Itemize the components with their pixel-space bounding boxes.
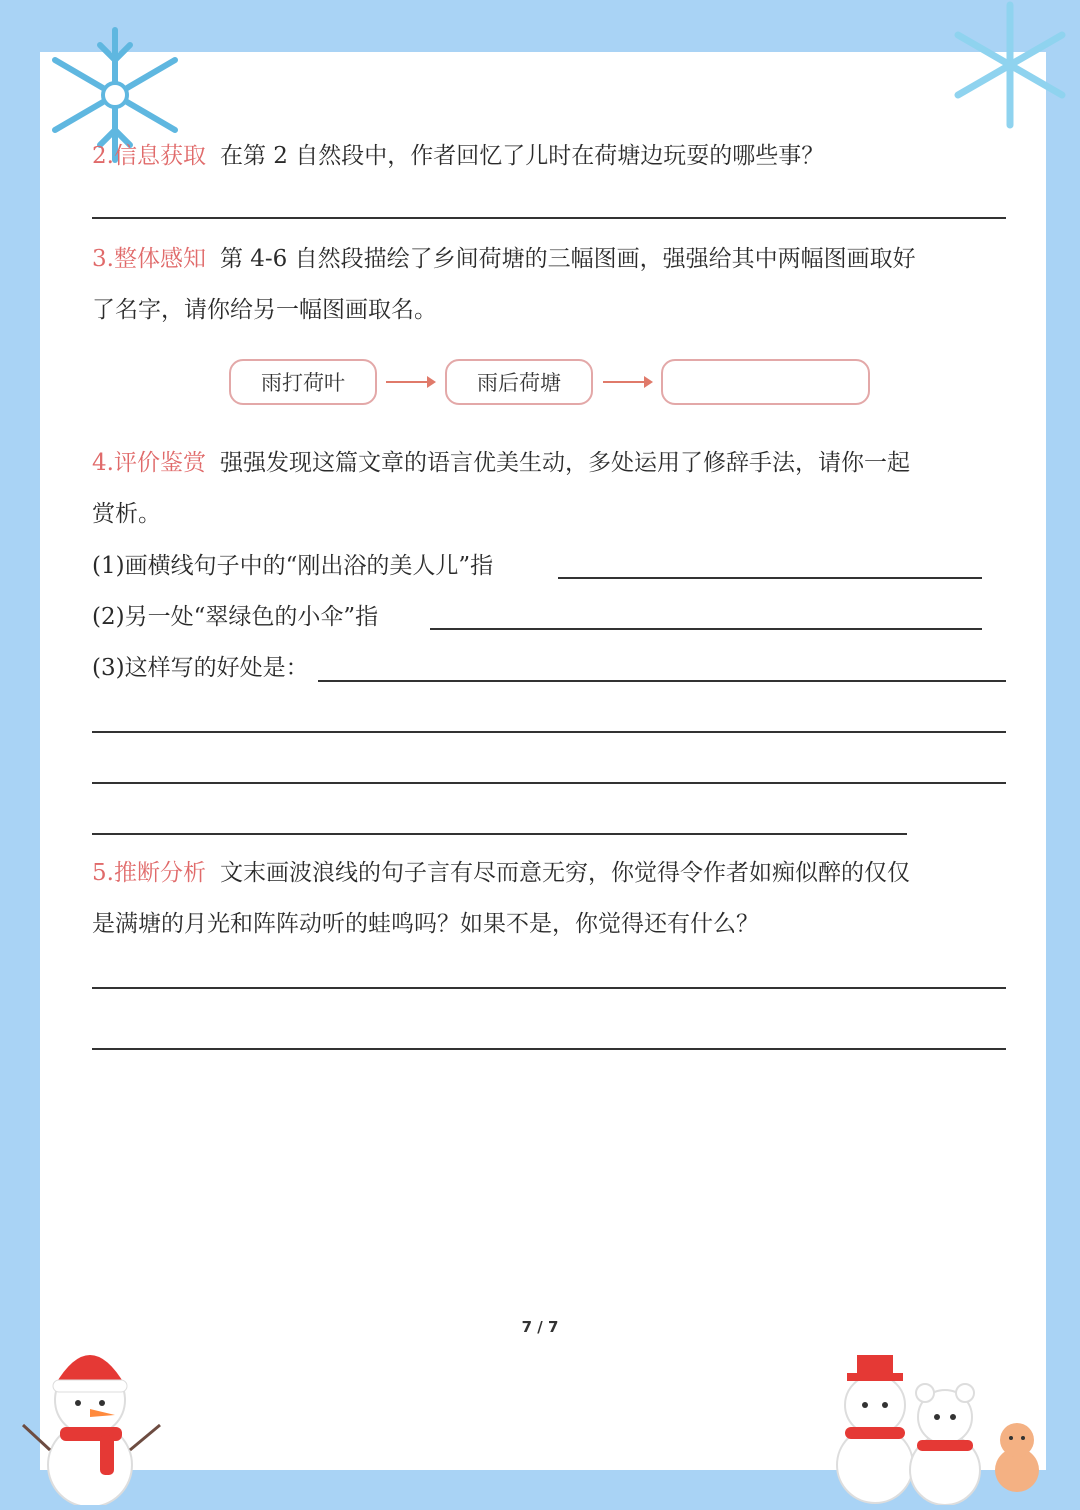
answer-line[interactable]: [430, 628, 982, 630]
question-5-line2: 是满塘的月光和阵阵动听的蛙鸣吗？如果不是，你觉得还有什么？: [92, 911, 759, 937]
page-number: 7 / 7: [521, 1318, 559, 1336]
question-tag: 推断分析: [113, 860, 206, 886]
question-4-line2: 赏析。: [92, 501, 161, 527]
question-3: [92, 244, 916, 274]
question-text: 第 4-6 自然段描绘了乡间荷塘的三幅图画，强强给其中两幅图画取好: [219, 246, 916, 272]
question-tag: 整体感知: [113, 246, 206, 272]
question-3-line2: 了名字，请你给另一幅图画取名。: [92, 297, 437, 323]
snowflake-icon: [950, 0, 1070, 130]
sub-question-3: (3)这样写的好处是：: [92, 655, 309, 681]
question-text: 在第 2 自然段中，作者回忆了儿时在荷塘边玩耍的哪些事？: [219, 143, 825, 169]
question-tag: 信息获取: [113, 143, 206, 169]
picture-title-box-2: 雨后荷塘: [445, 359, 593, 405]
question-number: 3.: [92, 246, 114, 272]
question-text: 文末画波浪线的句子言有尽而意无穷，你觉得令作者如痴似醉的仅仅: [219, 860, 910, 886]
arrow-right-icon: [603, 381, 651, 383]
answer-line[interactable]: [92, 217, 1006, 219]
question-text: 强强发现这篇文章的语言优美生动，多处运用了修辞手法，请你一起: [219, 450, 910, 476]
question-number: 4.: [92, 450, 114, 476]
sub-question-2: (2)另一处“翠绿色的小伞”指: [92, 604, 379, 630]
answer-line[interactable]: [558, 577, 982, 579]
question-tag: 评价鉴赏: [113, 450, 206, 476]
snowman-icon: [15, 1325, 175, 1505]
arrow-right-icon: [386, 381, 434, 383]
answer-line[interactable]: [92, 782, 1006, 784]
answer-line[interactable]: [92, 731, 1006, 733]
question-4: [92, 448, 910, 478]
picture-title-answer-box[interactable]: [661, 359, 870, 405]
sub-question-1: (1)画横线句子中的“刚出浴的美人儿”指: [92, 553, 494, 579]
answer-line[interactable]: [92, 1048, 1006, 1050]
answer-line[interactable]: [318, 680, 1006, 682]
answer-line[interactable]: [92, 987, 1006, 989]
question-5: [92, 858, 910, 888]
answer-line[interactable]: [92, 833, 907, 835]
question-number: 5.: [92, 860, 114, 886]
picture-title-box-1: 雨打荷叶: [229, 359, 377, 405]
question-number: 2.: [92, 143, 114, 169]
question-2: [92, 141, 824, 171]
snowmen-group-icon: [805, 1345, 1050, 1505]
